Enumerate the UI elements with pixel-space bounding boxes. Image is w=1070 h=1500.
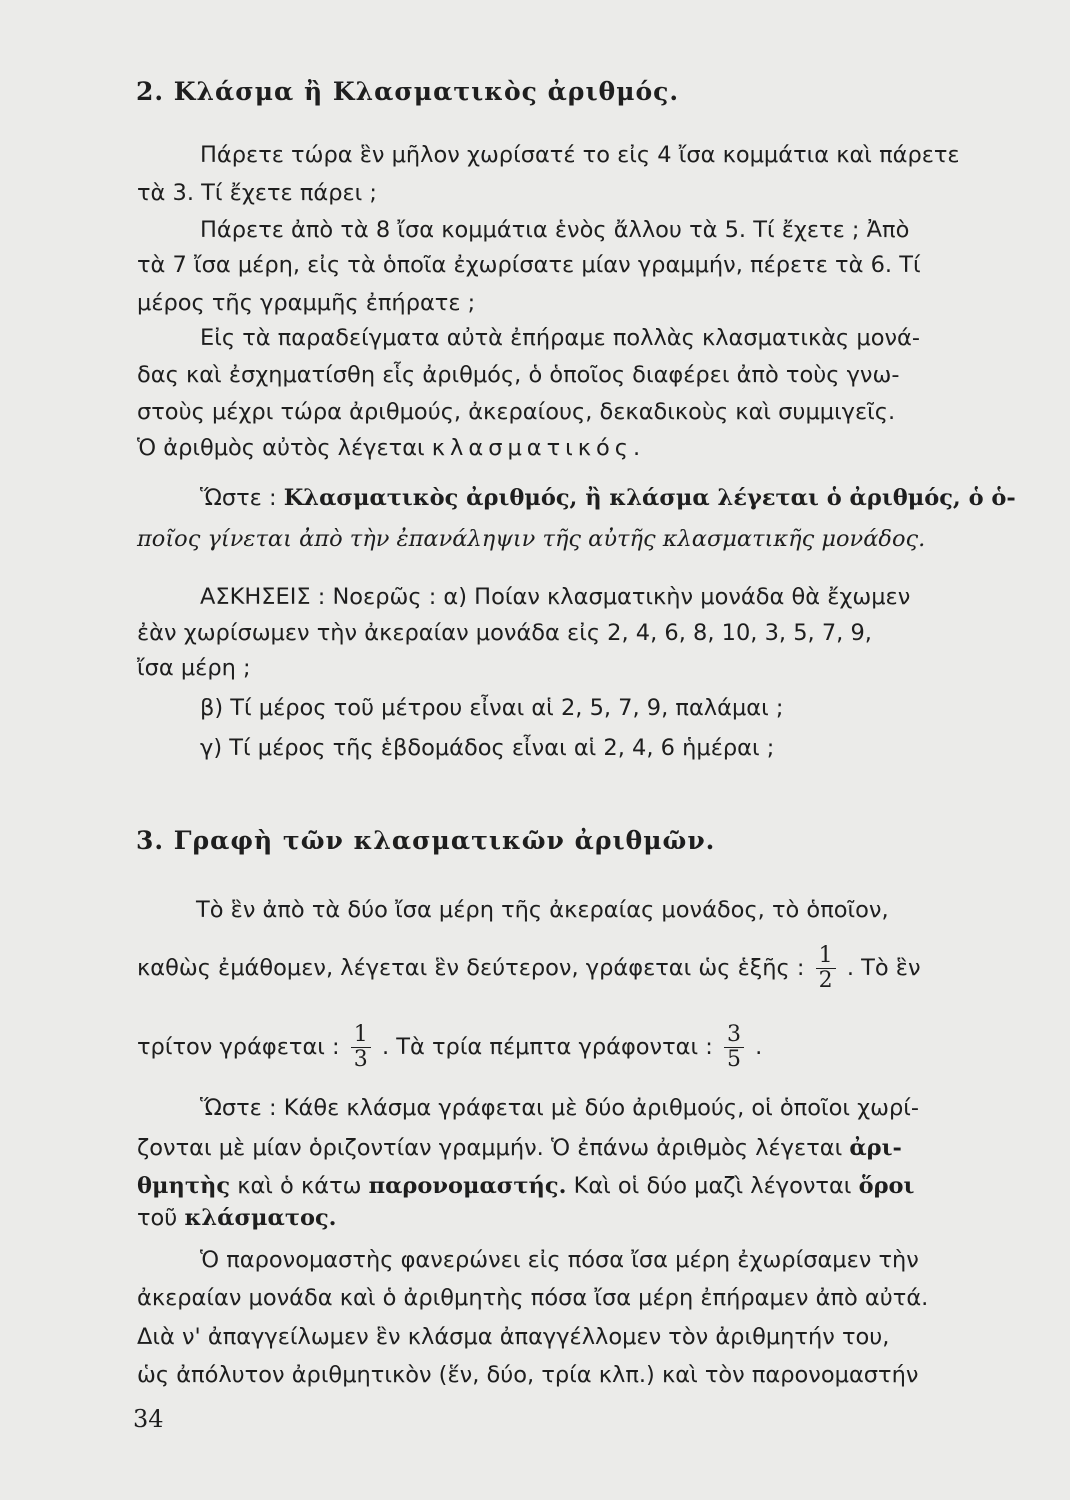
definition-line-2: ποῖος γίνεται ἀπὸ τὴν ἐπανάληψιν τῆς αὐτῆς κλασματικῆς μονάδος. [137, 526, 926, 552]
fraction-numerator: 3 [724, 1023, 744, 1048]
paragraph-line: Ὁ παρονομαστὴς φανερώνει εἰς πόσα ἴσα μέρη ἐχωρίσαμεν τὴν [200, 1247, 919, 1273]
paragraph-line: τὰ 3. Τί ἔχετε πάρει ; [137, 180, 378, 206]
fraction-denominator: 3 [353, 1047, 368, 1072]
third-line [137, 1023, 762, 1072]
paragraph-line: μέρος τῆς γραμμῆς ἐπήρατε ; [137, 290, 476, 316]
rule-text: ζονται μὲ μίαν ὁριζοντίαν γραμμήν. Ὁ ἐπάνω ἀριθμὸς λέγεται [137, 1135, 843, 1161]
paragraph-line: Εἰς τὰ παραδείγματα αὐτὰ ἐπήραμε πολλὰς κλασματικὰς μονά- [200, 325, 920, 351]
paragraph-line: στοὺς μέχρι τώρα ἀριθμούς, ἀκεραίους, δεκαδικοὺς καὶ συμμιγεῖς. [137, 399, 896, 425]
term-fraction: κλάσματος. [184, 1205, 337, 1231]
rule-line-4 [137, 1203, 337, 1233]
rule-text: τοῦ [137, 1205, 178, 1231]
page-number: 34 [133, 1405, 164, 1433]
fraction-numerator: 1 [351, 1023, 371, 1048]
named-prefix: Ὁ ἀριθμὸς αὐτὸς λέγεται [137, 435, 425, 461]
fraction-one-half [816, 944, 836, 993]
section-3-heading: 3. Γραφὴ τῶν κλασματικῶν ἀριθμῶν. [136, 826, 716, 855]
named-line [137, 433, 645, 463]
section-2-heading: 2. Κλάσμα ἢ Κλασματικὸς ἀριθμός. [136, 77, 680, 106]
term-terms: ὅροι [858, 1173, 915, 1199]
exercise-line: ἐὰν χωρίσωμεν τὴν ἀκεραίαν μονάδα εἰς 2, 4, 6, 8, 10, 3, 5, 7, 9, [137, 620, 872, 646]
paragraph-line: ἀκεραίαν μονάδα καὶ ὁ ἀριθμητὴς πόσα ἴσα μέρη ἐπήραμεν ἀπὸ αὐτά. [137, 1285, 929, 1311]
term-numerator: ἀρι- [849, 1135, 902, 1161]
rule-line-2 [137, 1133, 902, 1163]
exercise-line: β) Τί μέρος τοῦ μέτρου εἶναι αἱ 2, 5, 7, 9, παλάμαι ; [200, 695, 784, 721]
paragraph-line: Τὸ ἓν ἀπὸ τὰ δύο ἴσα μέρη τῆς ἀκεραίας μονάδος, τὸ ὁποῖον, [196, 897, 889, 923]
exercise-line: γ) Τί μέρος τῆς ἑβδομάδος εἶναι αἱ 2, 4, 6 ἡμέραι ; [200, 735, 775, 761]
third-prefix: τρίτον γράφεται : [137, 1034, 340, 1060]
fraction-one-third [351, 1023, 371, 1072]
definition-line-1 [200, 483, 1016, 513]
fraction-numerator: 1 [816, 944, 836, 969]
fraction-three-fifths [724, 1023, 744, 1072]
rule-line-3 [137, 1171, 914, 1201]
paragraph-line: δας καὶ ἐσχηματίσθη εἷς ἀριθμός, ὁ ὁποῖος διαφέρει ἀπὸ τοὺς γνω- [137, 362, 900, 388]
term-numerator-cont: θμητὴς [137, 1173, 231, 1199]
paragraph-line: Διὰ ν' ἀπαγγείλωμεν ἓν κλάσμα ἀπαγγέλλομεν τὸν ἀριθμητήν του, [137, 1324, 890, 1350]
exercise-line: ΑΣΚΗΣΕΙΣ : Νοερῶς : α) Ποίαν κλασματικὴν μονάδα θὰ ἔχωμεν [200, 584, 911, 610]
paragraph-line: τὰ 7 ἴσα μέρη, εἰς τὰ ὁποῖα ἐχωρίσατε μίαν γραμμήν, πέρετε τὰ 6. Τί [137, 252, 921, 278]
term-denominator: παρονομαστής. [368, 1173, 567, 1199]
paragraph-line: Πάρετε ἀπὸ τὰ 8 ἴσα κομμάτια ἑνὸς ἄλλου τὰ 5. Τί ἔχετε ; Ἀπὸ [200, 217, 910, 243]
definition-term: Κλασματικὸς ἀριθμός, ἢ κλάσμα λέγεται ὁ ἀριθμός, ὁ ὁ- [283, 485, 1016, 511]
fraction-denominator: 5 [727, 1047, 741, 1072]
half-suffix: . Τὸ ἓν [846, 955, 921, 981]
rule-text: Καὶ οἱ δύο μαζὶ λέγονται [573, 1173, 852, 1199]
rule-line-1: Ὥστε : Κάθε κλάσμα γράφεται μὲ δύο ἀριθμούς, οἱ ὁποῖοι χωρί- [200, 1095, 919, 1121]
fraction-denominator: 2 [818, 968, 833, 993]
exercise-line: ἴσα μέρη ; [137, 655, 251, 681]
fifths-suffix: . [755, 1034, 763, 1060]
paragraph-line: Πάρετε τώρα ἓν μῆλον χωρίσατέ το εἰς 4 ἴσα κομμάτια καὶ πάρετε [200, 142, 960, 168]
rule-text: καὶ ὁ κάτω [237, 1173, 362, 1199]
named-term: κλασματικός. [431, 435, 646, 461]
paragraph-line: ὡς ἀπόλυτον ἀριθμητικὸν (ἕν, δύο, τρία κλπ.) καὶ τὸν παρονομαστήν [137, 1362, 919, 1388]
third-mid: . Τὰ τρία πέμπτα γράφονται : [381, 1034, 713, 1060]
definition-prefix: Ὥστε : [200, 485, 277, 511]
half-prefix: καθὼς ἐμάθομεν, λέγεται ἓν δεύτερον, γράφεται ὡς ἑξῆς : [137, 955, 805, 981]
half-line [137, 944, 921, 993]
